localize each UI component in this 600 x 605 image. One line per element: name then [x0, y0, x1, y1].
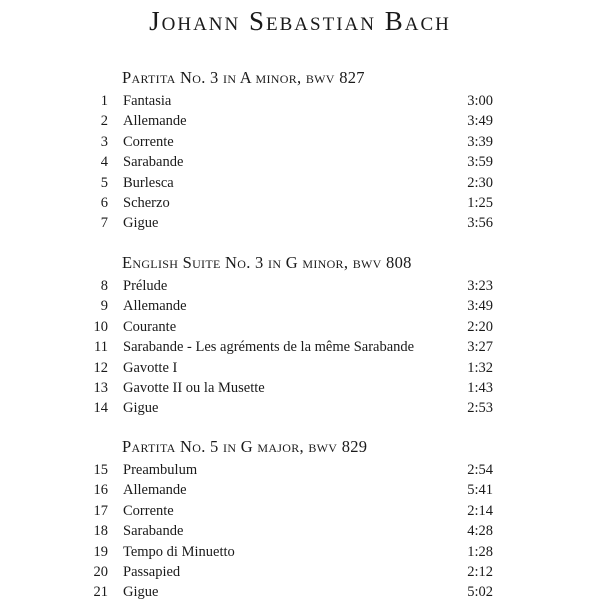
track-number: 7 — [100, 215, 108, 232]
track-row — [0, 298, 600, 318]
track-row — [0, 93, 600, 113]
track-duration: 4:28 — [467, 523, 493, 540]
track-row — [0, 544, 600, 564]
track-title: Corrente — [123, 133, 174, 150]
section-title: English Suite No. 3 in G minor, bwv 808 — [122, 253, 412, 272]
track-number: 6 — [100, 194, 108, 211]
track-duration: 2:30 — [467, 174, 493, 191]
track-title: Allemande — [123, 482, 187, 499]
track-row — [0, 564, 600, 584]
track-duration: 3:27 — [467, 339, 493, 356]
track-title: Allemande — [123, 298, 187, 315]
track-duration: 3:39 — [467, 133, 493, 150]
track-duration: 3:00 — [467, 93, 493, 109]
track-title: Prélude — [123, 278, 168, 294]
track-title: Scherzo — [123, 194, 170, 211]
track-duration: 2:14 — [467, 502, 493, 519]
track-number: 5 — [100, 174, 108, 191]
track-duration: 1:43 — [467, 379, 493, 396]
track-row — [0, 523, 600, 543]
track-row — [0, 113, 600, 133]
track-row — [0, 278, 600, 298]
track-row — [0, 154, 600, 174]
track-row — [0, 134, 600, 154]
track-title: Passapied — [123, 563, 181, 580]
track-number: 9 — [100, 298, 108, 315]
track-number: 15 — [93, 462, 108, 478]
track-title: Gavotte I — [123, 359, 178, 376]
track-number: 4 — [100, 154, 108, 171]
track-row — [0, 175, 600, 195]
track-title: Fantasia — [123, 93, 172, 109]
track-title: Courante — [123, 318, 177, 335]
track-duration: 3:49 — [467, 113, 493, 130]
track-duration: 1:28 — [467, 543, 493, 560]
track-duration: 3:49 — [467, 298, 493, 315]
page-title: Johann Sebastian Bach — [149, 6, 451, 36]
track-row — [0, 380, 600, 400]
track-title: Gigue — [123, 215, 159, 232]
track-number: 12 — [93, 359, 108, 376]
track-number: 2 — [100, 113, 108, 130]
track-number: 21 — [93, 584, 108, 601]
track-duration: 2:53 — [467, 400, 493, 417]
track-duration: 5:02 — [467, 584, 493, 601]
track-number: 10 — [93, 318, 108, 335]
track-title: Gigue — [123, 400, 159, 417]
track-list — [0, 462, 600, 605]
track-title: Gigue — [123, 584, 159, 601]
track-duration: 2:20 — [467, 318, 493, 335]
track-title: Allemande — [123, 113, 187, 130]
track-title: Sarabande — [123, 154, 184, 171]
track-row — [0, 360, 600, 380]
track-number: 20 — [93, 563, 108, 580]
track-row — [0, 462, 600, 482]
track-row — [0, 400, 600, 420]
track-title: Sarabande - Les agréments de la même Sarabande — [123, 339, 415, 356]
track-title: Sarabande — [123, 523, 184, 540]
track-number: 16 — [93, 482, 108, 499]
track-title: Corrente — [123, 502, 174, 519]
track-row — [0, 503, 600, 523]
track-row — [0, 215, 600, 235]
track-number: 8 — [100, 278, 108, 294]
track-number: 14 — [93, 400, 108, 417]
track-row — [0, 319, 600, 339]
track-duration: 2:12 — [467, 563, 493, 580]
track-number: 11 — [94, 339, 108, 356]
track-row — [0, 339, 600, 359]
track-row — [0, 482, 600, 502]
track-number: 1 — [100, 93, 108, 109]
track-title: Gavotte II ou la Musette — [123, 379, 265, 396]
track-row — [0, 195, 600, 215]
track-duration: 1:25 — [467, 194, 493, 211]
track-duration: 5:41 — [467, 482, 493, 499]
track-number: 19 — [93, 543, 108, 560]
section-title: Partita No. 3 in A minor, bwv 827 — [122, 68, 365, 87]
track-number: 3 — [100, 133, 108, 150]
track-list — [0, 278, 600, 421]
track-title: Preambulum — [123, 462, 198, 478]
track-duration: 1:32 — [467, 359, 493, 376]
track-duration: 2:54 — [467, 462, 493, 478]
section-title: Partita No. 5 in G major, bwv 829 — [122, 437, 368, 456]
track-duration: 3:59 — [467, 154, 493, 171]
track-duration: 3:56 — [467, 215, 493, 232]
track-number: 17 — [93, 502, 108, 519]
track-number: 18 — [93, 523, 108, 540]
track-number: 13 — [93, 379, 108, 396]
track-row — [0, 584, 600, 604]
track-list — [0, 93, 600, 236]
track-duration: 3:23 — [467, 278, 493, 294]
track-title: Tempo di Minuetto — [123, 543, 235, 560]
track-title: Burlesca — [123, 174, 174, 191]
